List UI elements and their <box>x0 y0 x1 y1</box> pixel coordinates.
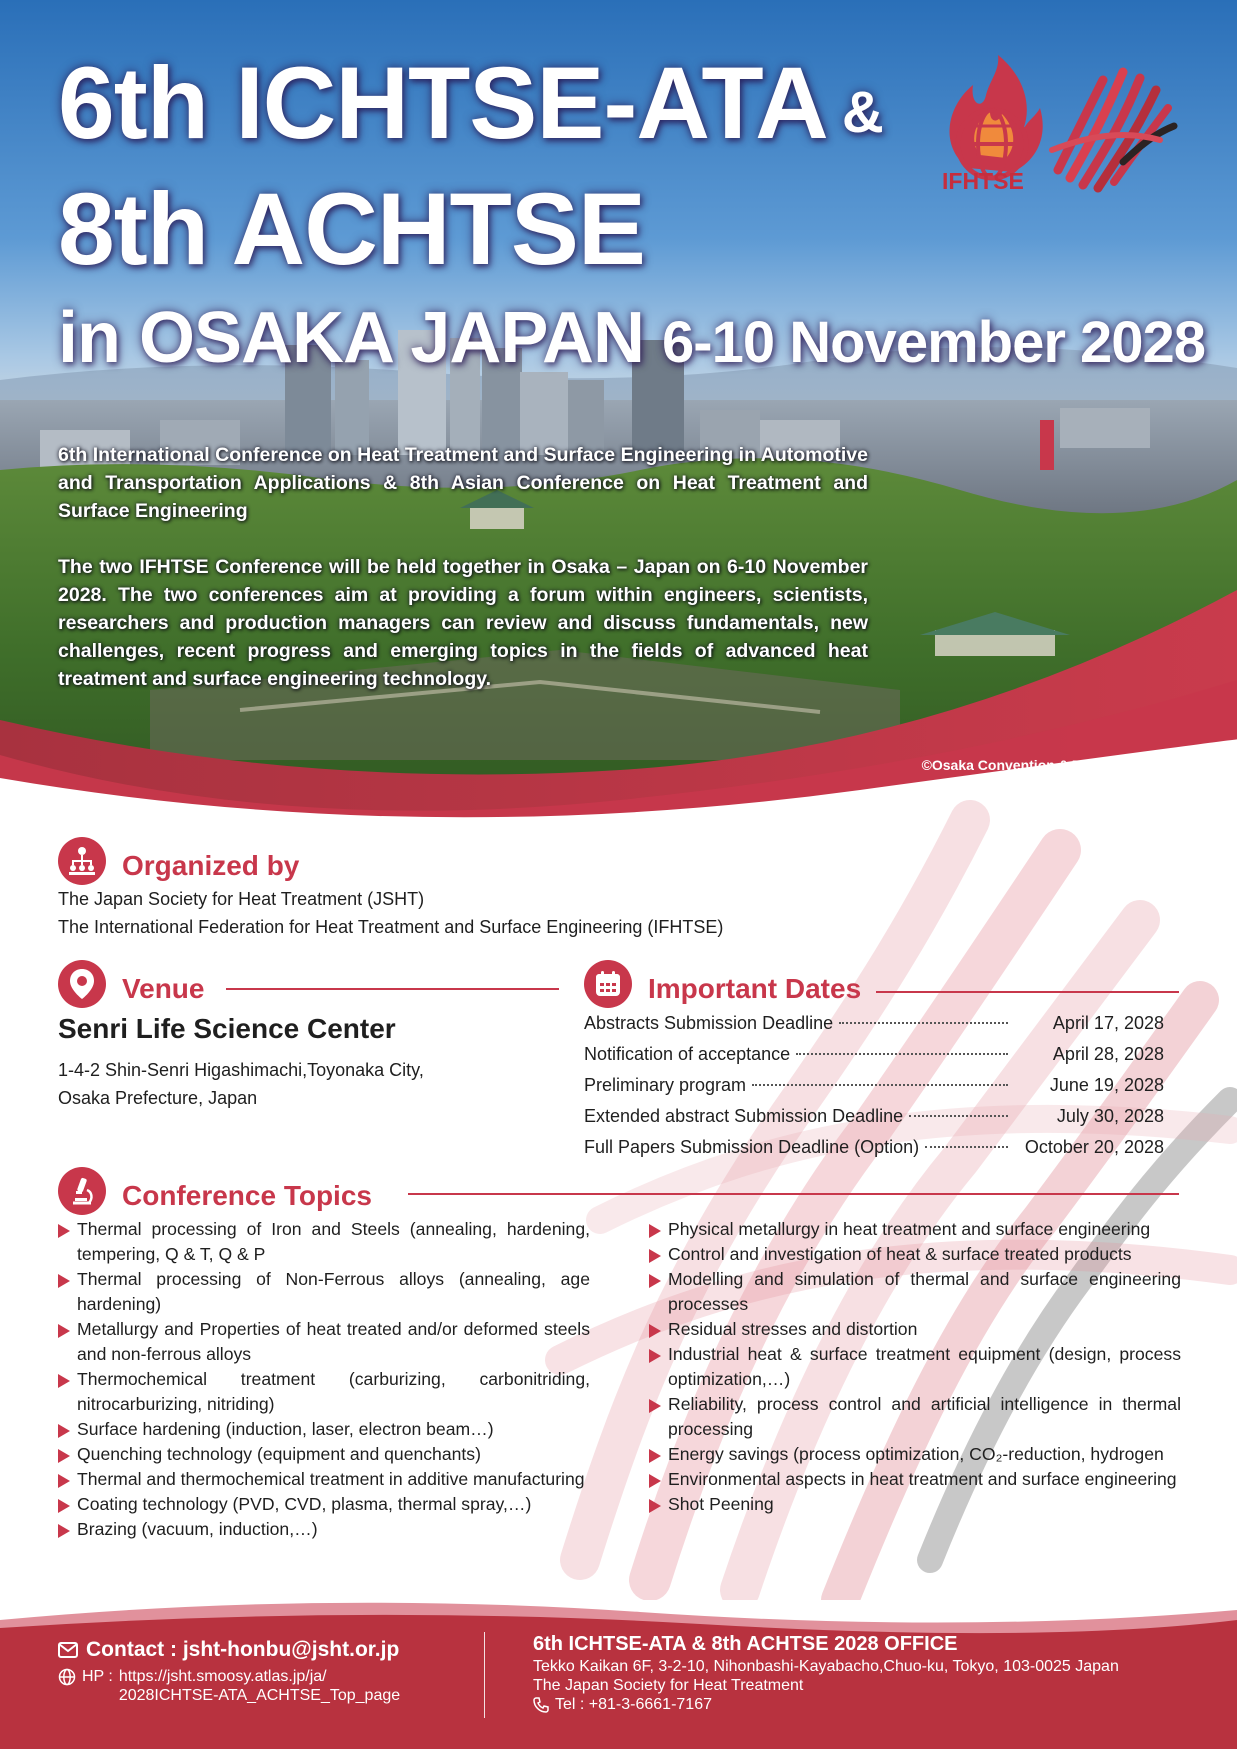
venue-address-line-1: 1-4-2 Shin-Senri Higashimachi,Toyonaka City, <box>58 1060 424 1080</box>
conference-description: The two IFHTSE Conference will be held together in Osaka – Japan on 6-10 November 2028. The two conferences aim at providing a forum within engineers, scientists, researchers and production managers can review and discuss fundamentals, new challenges, recent progress and emerging topics in the fields of advanced heat treatment and surface engineering technology. <box>58 556 868 690</box>
office-info <box>533 1631 1119 1714</box>
contact-email[interactable] <box>58 1638 399 1662</box>
venue-address-line-2: Osaka Prefecture, Japan <box>58 1088 258 1108</box>
date-row: Abstracts Submission Deadline April 17, 2028 <box>584 1013 1164 1033</box>
venue-name: Senri Life Science Center <box>58 1013 396 1044</box>
list-item: Environmental aspects in heat treatment and surface engineering <box>649 1467 1181 1492</box>
list-item: Metallurgy and Properties of heat treated and/or deformed steels and non-ferrous alloys <box>58 1317 590 1367</box>
intro-text <box>58 441 868 693</box>
important-dates-divider <box>876 991 1179 993</box>
list-item: Thermal processing of Non-Ferrous alloys (annealing, age hardening) <box>58 1267 590 1317</box>
list-item: Thermal and thermochemical treatment in additive manufacturing <box>58 1467 590 1492</box>
organizer-jsht: The Japan Society for Heat Treatment (JSHT) <box>58 889 425 909</box>
photo-credit: ©Osaka Convention & Tourism Bureau <box>921 757 1179 773</box>
office-phone <box>533 1695 1119 1714</box>
list-item: Residual stresses and distortion <box>649 1317 1181 1342</box>
list-item: Control and investigation of heat & surface treated products <box>649 1242 1181 1267</box>
conference-full-name: 6th International Conference on Heat Treatment and Surface Engineering in Automotive and Transportation Applications & 8th Asian Conference on Heat Treatment and Surface Engineering <box>58 444 868 522</box>
organizer-ifhtse: The International Federation for Heat Treatment and Surface Engineering (IFHTSE) <box>58 917 724 937</box>
title-dates: 6-10 November 2028 <box>662 310 1206 375</box>
organization-icon <box>58 837 106 885</box>
globe-icon <box>58 1668 76 1686</box>
list-item: Reliability, process control and artificial intelligence in thermal processing <box>649 1392 1181 1442</box>
list-item: Quenching technology (equipment and quenchants) <box>58 1442 590 1467</box>
office-organization: The Japan Society for Heat Treatment <box>533 1677 804 1694</box>
title-line-2: 8th ACHTSE <box>58 172 645 286</box>
list-item: Surface hardening (induction, laser, electron beam…) <box>58 1417 590 1442</box>
office-address: Tekko Kaikan 6F, 3-2-10, Nihonbashi-Kayabacho,Chuo-ku, Tokyo, 103-0025 Japan <box>533 1658 1119 1675</box>
list-item: Shot Peening <box>649 1492 1181 1517</box>
list-item: Thermal processing of Iron and Steels (annealing, hardening, tempering, Q & T, Q & P <box>58 1217 590 1267</box>
list-item: Brazing (vacuum, induction,…) <box>58 1517 590 1542</box>
conference-topics-title: Conference Topics <box>122 1180 372 1211</box>
topics-right-column <box>649 1217 1181 1517</box>
footer-divider <box>484 1632 485 1718</box>
title-line-3: in OSAKA JAPAN 6-10 November 2028 <box>58 298 1206 378</box>
title-ampersand: & <box>841 80 883 145</box>
topics-divider <box>408 1193 1179 1195</box>
date-row: Notification of acceptance April 28, 2028 <box>584 1044 1164 1064</box>
list-item: Energy savings (process optimization, CO₂-reduction, hydrogen <box>649 1442 1181 1467</box>
list-item: Industrial heat & surface treatment equipment (design, process optimization,…) <box>649 1342 1181 1392</box>
phone-icon <box>533 1697 549 1713</box>
venue-divider <box>226 988 559 990</box>
office-title: 6th ICHTSE-ATA & 8th ACHTSE 2028 OFFICE <box>533 1633 958 1655</box>
microscope-icon <box>58 1167 106 1215</box>
homepage-url-line-1[interactable]: https://jsht.smoosy.atlas.jp/ja/ <box>118 1668 327 1685</box>
list-item: Physical metallurgy in heat treatment and surface engineering <box>649 1217 1181 1242</box>
list-item: Modelling and simulation of thermal and surface engineering processes <box>649 1267 1181 1317</box>
homepage-url-line-2[interactable]: 2028ICHTSE-ATA_ACHTSE_Top_page <box>118 1687 401 1704</box>
important-dates-list <box>584 1013 1164 1168</box>
title-line-1: 6th ICHTSE-ATA & <box>58 46 883 160</box>
important-dates-title: Important Dates <box>648 973 862 1004</box>
homepage-link[interactable] <box>58 1667 400 1705</box>
contact-email-text[interactable]: Contact : jsht-honbu@jsht.or.jp <box>86 1638 400 1661</box>
hero-banner <box>0 0 1237 850</box>
venue-title: Venue <box>122 973 205 1004</box>
date-row: Extended abstract Submission Deadline July 30, 2028 <box>584 1106 1164 1126</box>
mail-icon <box>58 1642 78 1658</box>
organized-by-title: Organized by <box>122 850 300 881</box>
office-phone-text: Tel : +81-3-6661-7167 <box>555 1696 712 1713</box>
homepage-label: HP : <box>82 1668 113 1685</box>
location-pin-icon <box>58 960 106 1008</box>
calendar-icon <box>584 960 632 1008</box>
list-item: Coating technology (PVD, CVD, plasma, thermal spray,…) <box>58 1492 590 1517</box>
topics-left-column <box>58 1217 590 1542</box>
date-row: Preliminary program June 19, 2028 <box>584 1075 1164 1095</box>
list-item: Thermochemical treatment (carburizing, carbonitriding, nitrocarburizing, nitriding) <box>58 1367 590 1417</box>
ifhtse-logo-text: IFHTSE <box>942 168 1024 194</box>
date-row: Full Papers Submission Deadline (Option) October 20, 2028 <box>584 1137 1164 1157</box>
